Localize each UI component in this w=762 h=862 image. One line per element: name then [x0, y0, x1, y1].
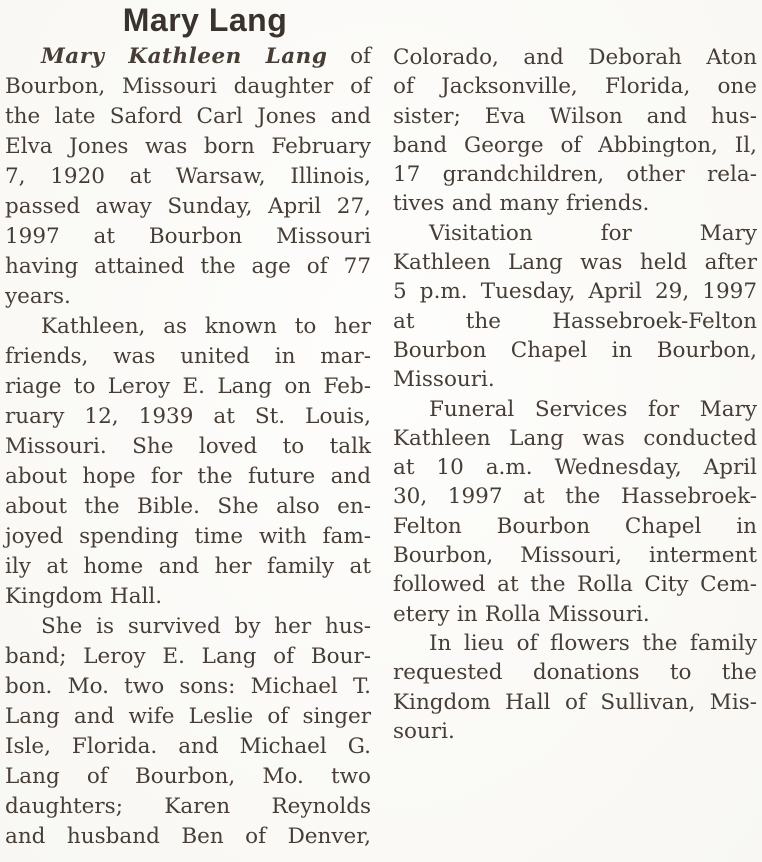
- text-line: Kathleen, as known to her: [41, 314, 371, 339]
- text-line: ily at home and her family at: [5, 554, 371, 579]
- text-line: sister; Eva Wilson and hus-: [393, 103, 757, 129]
- text-line: She is survived by her hus-: [41, 614, 371, 639]
- text-line: [5, 42, 371, 72]
- text-line: about the Bible. She also en-: [5, 494, 371, 519]
- text-line: 1997 at Bourbon Missouri: [5, 224, 371, 249]
- text-line: Bourbon, Missouri daughter of: [5, 74, 371, 99]
- text-line: Kathleen Lang was held after: [393, 250, 757, 276]
- text-line: daughters; Karen Reynolds: [5, 794, 371, 819]
- text-line: tives and many friends.: [393, 191, 650, 217]
- deceased-name: Mary Kathleen Lang: [41, 44, 328, 69]
- text-line: band George of Abbington, Il,: [393, 132, 757, 158]
- text-line: etery in Rolla Missouri.: [393, 601, 650, 627]
- text-line: Funeral Services for Mary: [429, 396, 757, 422]
- text-line: Kathleen Lang was conducted: [393, 425, 757, 451]
- text-line: followed at the Rolla City Cem-: [393, 572, 757, 598]
- text-line: passed away Sunday, April 27,: [5, 194, 371, 219]
- text-line: riage to Leroy E. Lang on Feb-: [5, 374, 371, 399]
- text-line: ruary 12, 1939 at St. Louis,: [5, 404, 371, 429]
- text-line: at the Hassebroek-Felton: [393, 308, 757, 334]
- text-line: 5 p.m. Tuesday, April 29, 1997: [393, 279, 757, 305]
- text-line: Missouri.: [393, 367, 495, 393]
- text-line: 30, 1997 at the Hassebroek-: [393, 484, 757, 510]
- column-left: [5, 42, 371, 852]
- text-line: Missouri. She loved to talk: [5, 434, 371, 459]
- text-line: and husband Ben of Denver,: [5, 824, 371, 849]
- text-line: at 10 a.m. Wednesday, April: [393, 455, 757, 481]
- text-line: Bourbon, Missouri, interment: [393, 543, 757, 569]
- text-line: joyed spending time with fam-: [5, 524, 371, 549]
- text-line: bon. Mo. two sons: Michael T.: [5, 674, 371, 699]
- text-line: 7, 1920 at Warsaw, Illinois,: [5, 164, 371, 189]
- text-line: of Jacksonville, Florida, one: [393, 74, 757, 100]
- text-line: Kingdom Hall of Sullivan, Mis-: [393, 689, 757, 715]
- text-line: In lieu of flowers the family: [429, 630, 757, 656]
- text-line: Felton Bourbon Chapel in: [393, 513, 757, 539]
- obituary-headline: Mary Lang: [122, 2, 288, 38]
- text-line: Kingdom Hall.: [5, 584, 163, 609]
- text-line: the late Saford Carl Jones and: [5, 104, 371, 129]
- text-line: Colorado, and Deborah Aton: [393, 45, 757, 70]
- text-line: Lang of Bourbon, Mo. two: [5, 764, 371, 789]
- text-line: about hope for the future and: [5, 464, 371, 489]
- text-line: friends, was united in mar-: [5, 344, 371, 369]
- text-line: 17 grandchildren, other rela-: [393, 162, 757, 188]
- text-line: Bourbon Chapel in Bourbon,: [393, 337, 757, 363]
- text-line: having attained the age of 77: [5, 254, 371, 279]
- text-line: band; Leroy E. Lang of Bour-: [5, 644, 371, 669]
- text-line: requested donations to the: [393, 660, 757, 686]
- text-line: Elva Jones was born February: [5, 134, 371, 159]
- text-line: Visitation for Mary: [429, 220, 757, 246]
- text-line: Isle, Florida. and Michael G.: [5, 734, 371, 759]
- text-line: souri.: [393, 718, 455, 744]
- text-line: Lang and wife Leslie of singer: [5, 704, 371, 729]
- text-line: years.: [5, 284, 71, 309]
- column-right: [393, 43, 757, 746]
- text-fragment: of: [327, 44, 371, 69]
